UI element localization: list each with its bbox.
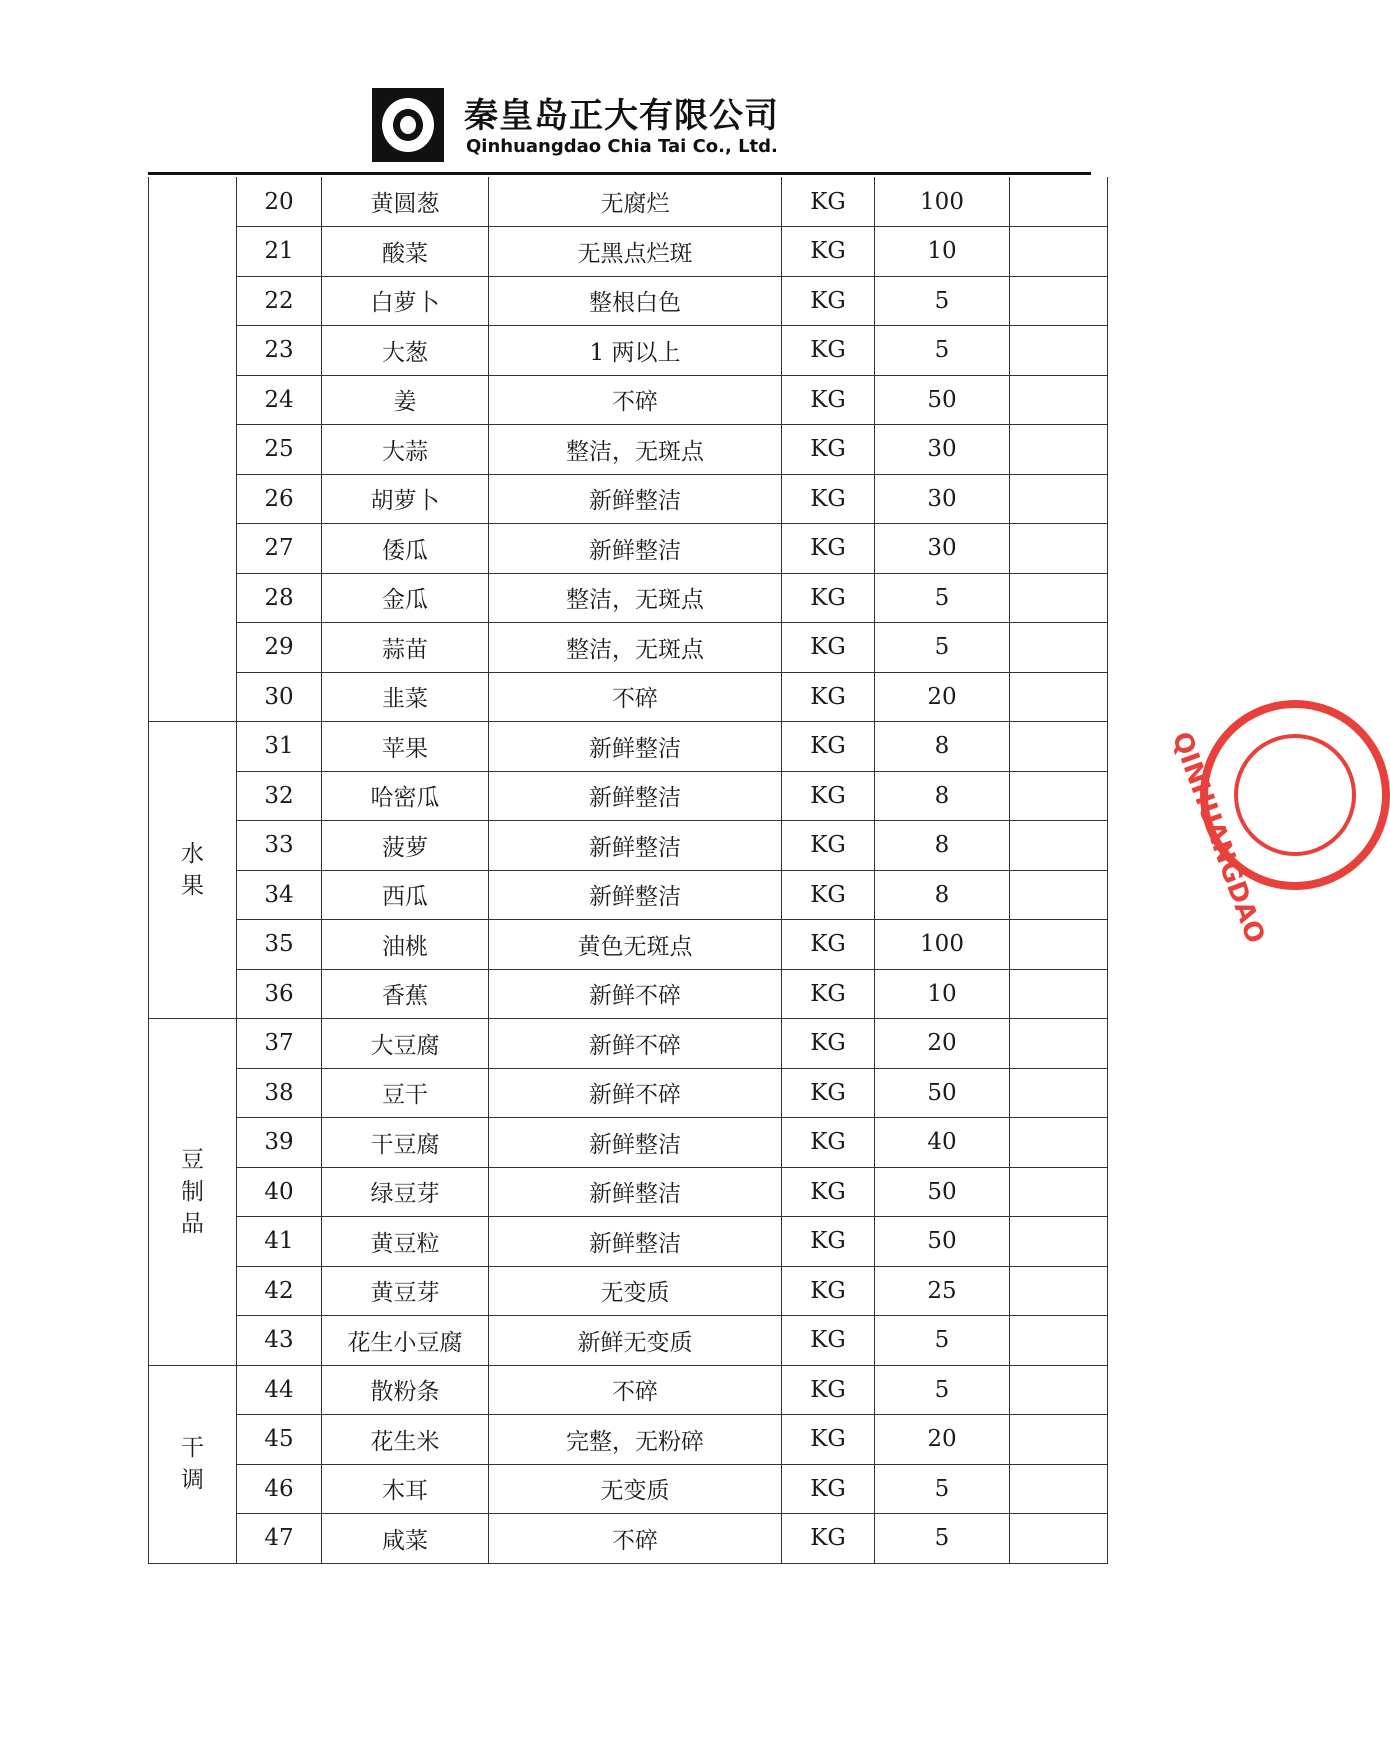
quality-standard-cell: 无腐烂	[489, 177, 782, 227]
item-number-cell: 38	[237, 1068, 322, 1118]
item-name-cell: 木耳	[322, 1464, 489, 1514]
quantity-cell: 30	[875, 524, 1010, 574]
item-name-cell: 金瓜	[322, 573, 489, 623]
unit-cell: KG	[782, 969, 875, 1019]
item-number-cell: 42	[237, 1266, 322, 1316]
note-cell	[1010, 326, 1108, 376]
quality-standard-cell: 新鲜整洁	[489, 722, 782, 772]
table-row	[149, 425, 1108, 475]
unit-cell: KG	[782, 1464, 875, 1514]
quality-standard-cell: 无变质	[489, 1266, 782, 1316]
note-cell	[1010, 276, 1108, 326]
quantity-cell: 5	[875, 623, 1010, 673]
item-name-cell: 大葱	[322, 326, 489, 376]
item-name-cell: 花生小豆腐	[322, 1316, 489, 1366]
company-name-en: Qinhuangdao Chia Tai Co., Ltd.	[466, 136, 778, 157]
unit-cell: KG	[782, 722, 875, 772]
quality-standard-cell: 新鲜无变质	[489, 1316, 782, 1366]
quantity-cell: 30	[875, 425, 1010, 475]
category-cell	[149, 722, 237, 1019]
unit-cell: KG	[782, 1068, 875, 1118]
table-row	[149, 1019, 1108, 1069]
unit-cell: KG	[782, 1415, 875, 1465]
quantity-cell: 5	[875, 1514, 1010, 1564]
item-name-cell: 西瓜	[322, 870, 489, 920]
quality-standard-cell: 1 两以上	[489, 326, 782, 376]
note-cell	[1010, 722, 1108, 772]
item-name-cell: 倭瓜	[322, 524, 489, 574]
quantity-cell: 5	[875, 573, 1010, 623]
table-row	[149, 276, 1108, 326]
table-row	[149, 722, 1108, 772]
quality-standard-cell: 新鲜不碎	[489, 1068, 782, 1118]
item-name-cell: 大蒜	[322, 425, 489, 475]
unit-cell: KG	[782, 276, 875, 326]
quality-standard-cell: 新鲜整洁	[489, 870, 782, 920]
table-row	[149, 870, 1108, 920]
item-name-cell: 苹果	[322, 722, 489, 772]
item-name-cell: 绿豆芽	[322, 1167, 489, 1217]
item-name-cell: 散粉条	[322, 1365, 489, 1415]
note-cell	[1010, 771, 1108, 821]
unit-cell: KG	[782, 1266, 875, 1316]
unit-cell: KG	[782, 870, 875, 920]
quality-standard-cell: 不碎	[489, 1365, 782, 1415]
item-number-cell: 33	[237, 821, 322, 871]
table-row	[149, 771, 1108, 821]
item-number-cell: 43	[237, 1316, 322, 1366]
company-seal	[1165, 700, 1390, 948]
table-row	[149, 1266, 1108, 1316]
item-name-cell: 姜	[322, 375, 489, 425]
table-row	[149, 573, 1108, 623]
table-row	[149, 1464, 1108, 1514]
quality-standard-cell: 新鲜不碎	[489, 1019, 782, 1069]
quantity-cell: 5	[875, 1464, 1010, 1514]
item-number-cell: 47	[237, 1514, 322, 1564]
note-cell	[1010, 1316, 1108, 1366]
item-name-cell: 黄圆葱	[322, 177, 489, 227]
item-name-cell: 胡萝卜	[322, 474, 489, 524]
unit-cell: KG	[782, 1118, 875, 1168]
unit-cell: KG	[782, 227, 875, 277]
table-row	[149, 1415, 1108, 1465]
note-cell	[1010, 1415, 1108, 1465]
table-row	[149, 920, 1108, 970]
quantity-cell: 50	[875, 375, 1010, 425]
note-cell	[1010, 623, 1108, 673]
quantity-cell: 50	[875, 1068, 1010, 1118]
table-row	[149, 326, 1108, 376]
table-row	[149, 524, 1108, 574]
quantity-cell: 100	[875, 920, 1010, 970]
item-name-cell: 干豆腐	[322, 1118, 489, 1168]
quality-standard-cell: 新鲜整洁	[489, 474, 782, 524]
table-row	[149, 1068, 1108, 1118]
quantity-cell: 20	[875, 1415, 1010, 1465]
quality-standard-cell: 新鲜整洁	[489, 1167, 782, 1217]
quantity-cell: 30	[875, 474, 1010, 524]
unit-cell: KG	[782, 771, 875, 821]
item-number-cell: 24	[237, 375, 322, 425]
item-number-cell: 26	[237, 474, 322, 524]
quantity-cell: 25	[875, 1266, 1010, 1316]
note-cell	[1010, 1068, 1108, 1118]
unit-cell: KG	[782, 375, 875, 425]
item-name-cell: 菠萝	[322, 821, 489, 871]
note-cell	[1010, 969, 1108, 1019]
table-row	[149, 375, 1108, 425]
item-number-cell: 28	[237, 573, 322, 623]
unit-cell: KG	[782, 1365, 875, 1415]
quantity-cell: 40	[875, 1118, 1010, 1168]
note-cell	[1010, 1217, 1108, 1267]
company-name-cn: 秦皇岛正大有限公司	[464, 96, 779, 136]
quantity-cell: 8	[875, 722, 1010, 772]
item-number-cell: 37	[237, 1019, 322, 1069]
item-number-cell: 23	[237, 326, 322, 376]
category-label: 干调	[181, 1435, 204, 1493]
note-cell	[1010, 1118, 1108, 1168]
note-cell	[1010, 1365, 1108, 1415]
note-cell	[1010, 1464, 1108, 1514]
note-cell	[1010, 375, 1108, 425]
quantity-cell: 10	[875, 227, 1010, 277]
note-cell	[1010, 1514, 1108, 1564]
unit-cell: KG	[782, 425, 875, 475]
item-number-cell: 41	[237, 1217, 322, 1267]
item-number-cell: 45	[237, 1415, 322, 1465]
item-name-cell: 酸菜	[322, 227, 489, 277]
item-number-cell: 29	[237, 623, 322, 673]
item-number-cell: 36	[237, 969, 322, 1019]
note-cell	[1010, 920, 1108, 970]
quality-standard-cell: 黄色无斑点	[489, 920, 782, 970]
table-row	[149, 1365, 1108, 1415]
unit-cell: KG	[782, 1019, 875, 1069]
quantity-cell: 5	[875, 276, 1010, 326]
quantity-cell: 8	[875, 771, 1010, 821]
note-cell	[1010, 672, 1108, 722]
table-row	[149, 1316, 1108, 1366]
note-cell	[1010, 821, 1108, 871]
table-row	[149, 474, 1108, 524]
item-name-cell: 黄豆粒	[322, 1217, 489, 1267]
note-cell	[1010, 524, 1108, 574]
item-number-cell: 20	[237, 177, 322, 227]
table-row	[149, 1167, 1108, 1217]
item-number-cell: 22	[237, 276, 322, 326]
item-number-cell: 25	[237, 425, 322, 475]
unit-cell: KG	[782, 821, 875, 871]
note-cell	[1010, 227, 1108, 277]
quality-standard-cell: 完整，无粉碎	[489, 1415, 782, 1465]
item-name-cell: 大豆腐	[322, 1019, 489, 1069]
note-cell	[1010, 1019, 1108, 1069]
item-name-cell: 咸菜	[322, 1514, 489, 1564]
quality-standard-cell: 无变质	[489, 1464, 782, 1514]
note-cell	[1010, 177, 1108, 227]
item-number-cell: 44	[237, 1365, 322, 1415]
item-name-cell: 香蕉	[322, 969, 489, 1019]
item-name-cell: 油桃	[322, 920, 489, 970]
company-logo	[372, 88, 444, 162]
unit-cell: KG	[782, 326, 875, 376]
unit-cell: KG	[782, 1167, 875, 1217]
note-cell	[1010, 425, 1108, 475]
table-row	[149, 177, 1108, 227]
table-row	[149, 1514, 1108, 1564]
unit-cell: KG	[782, 672, 875, 722]
quality-standard-cell: 不碎	[489, 1514, 782, 1564]
quality-standard-cell: 新鲜不碎	[489, 969, 782, 1019]
quality-standard-cell: 新鲜整洁	[489, 771, 782, 821]
item-number-cell: 39	[237, 1118, 322, 1168]
quality-standard-cell: 整根白色	[489, 276, 782, 326]
unit-cell: KG	[782, 920, 875, 970]
quantity-cell: 8	[875, 870, 1010, 920]
quality-standard-cell: 整洁，无斑点	[489, 425, 782, 475]
unit-cell: KG	[782, 573, 875, 623]
quantity-cell: 50	[875, 1167, 1010, 1217]
seal-text: QINHUANGDAO	[1165, 728, 1271, 948]
quality-standard-cell: 整洁，无斑点	[489, 623, 782, 673]
note-cell	[1010, 474, 1108, 524]
item-name-cell: 豆干	[322, 1068, 489, 1118]
table-row	[149, 623, 1108, 673]
item-number-cell: 35	[237, 920, 322, 970]
note-cell	[1010, 1266, 1108, 1316]
table-row	[149, 969, 1108, 1019]
table-row	[149, 1217, 1108, 1267]
quality-standard-cell: 新鲜整洁	[489, 524, 782, 574]
note-cell	[1010, 870, 1108, 920]
item-name-cell: 哈密瓜	[322, 771, 489, 821]
inventory-table	[148, 177, 1108, 1564]
quantity-cell: 8	[875, 821, 1010, 871]
note-cell	[1010, 1167, 1108, 1217]
item-name-cell: 白萝卜	[322, 276, 489, 326]
quantity-cell: 5	[875, 326, 1010, 376]
category-label: 水果	[181, 841, 204, 899]
item-name-cell: 韭菜	[322, 672, 489, 722]
unit-cell: KG	[782, 1316, 875, 1366]
quantity-cell: 20	[875, 1019, 1010, 1069]
quantity-cell: 50	[875, 1217, 1010, 1267]
item-number-cell: 32	[237, 771, 322, 821]
unit-cell: KG	[782, 1514, 875, 1564]
unit-cell: KG	[782, 524, 875, 574]
quantity-cell: 100	[875, 177, 1010, 227]
category-cell	[149, 177, 237, 722]
header-divider	[148, 172, 1091, 175]
table-row	[149, 1118, 1108, 1168]
table-row	[149, 227, 1108, 277]
item-number-cell: 40	[237, 1167, 322, 1217]
item-number-cell: 27	[237, 524, 322, 574]
item-number-cell: 31	[237, 722, 322, 772]
quality-standard-cell: 整洁，无斑点	[489, 573, 782, 623]
quantity-cell: 20	[875, 672, 1010, 722]
quantity-cell: 10	[875, 969, 1010, 1019]
quantity-cell: 5	[875, 1365, 1010, 1415]
quantity-cell: 5	[875, 1316, 1010, 1366]
quality-standard-cell: 不碎	[489, 672, 782, 722]
item-number-cell: 46	[237, 1464, 322, 1514]
unit-cell: KG	[782, 623, 875, 673]
unit-cell: KG	[782, 1217, 875, 1267]
item-number-cell: 21	[237, 227, 322, 277]
note-cell	[1010, 573, 1108, 623]
item-name-cell: 黄豆芽	[322, 1266, 489, 1316]
item-number-cell: 30	[237, 672, 322, 722]
unit-cell: KG	[782, 474, 875, 524]
table-row	[149, 821, 1108, 871]
category-label: 豆制品	[181, 1146, 204, 1237]
quality-standard-cell: 新鲜整洁	[489, 821, 782, 871]
item-name-cell: 花生米	[322, 1415, 489, 1465]
quality-standard-cell: 新鲜整洁	[489, 1118, 782, 1168]
category-cell	[149, 1365, 237, 1563]
quality-standard-cell: 无黑点烂斑	[489, 227, 782, 277]
quality-standard-cell: 新鲜整洁	[489, 1217, 782, 1267]
table-row	[149, 672, 1108, 722]
item-name-cell: 蒜苗	[322, 623, 489, 673]
item-number-cell: 34	[237, 870, 322, 920]
category-cell	[149, 1019, 237, 1366]
unit-cell: KG	[782, 177, 875, 227]
quality-standard-cell: 不碎	[489, 375, 782, 425]
